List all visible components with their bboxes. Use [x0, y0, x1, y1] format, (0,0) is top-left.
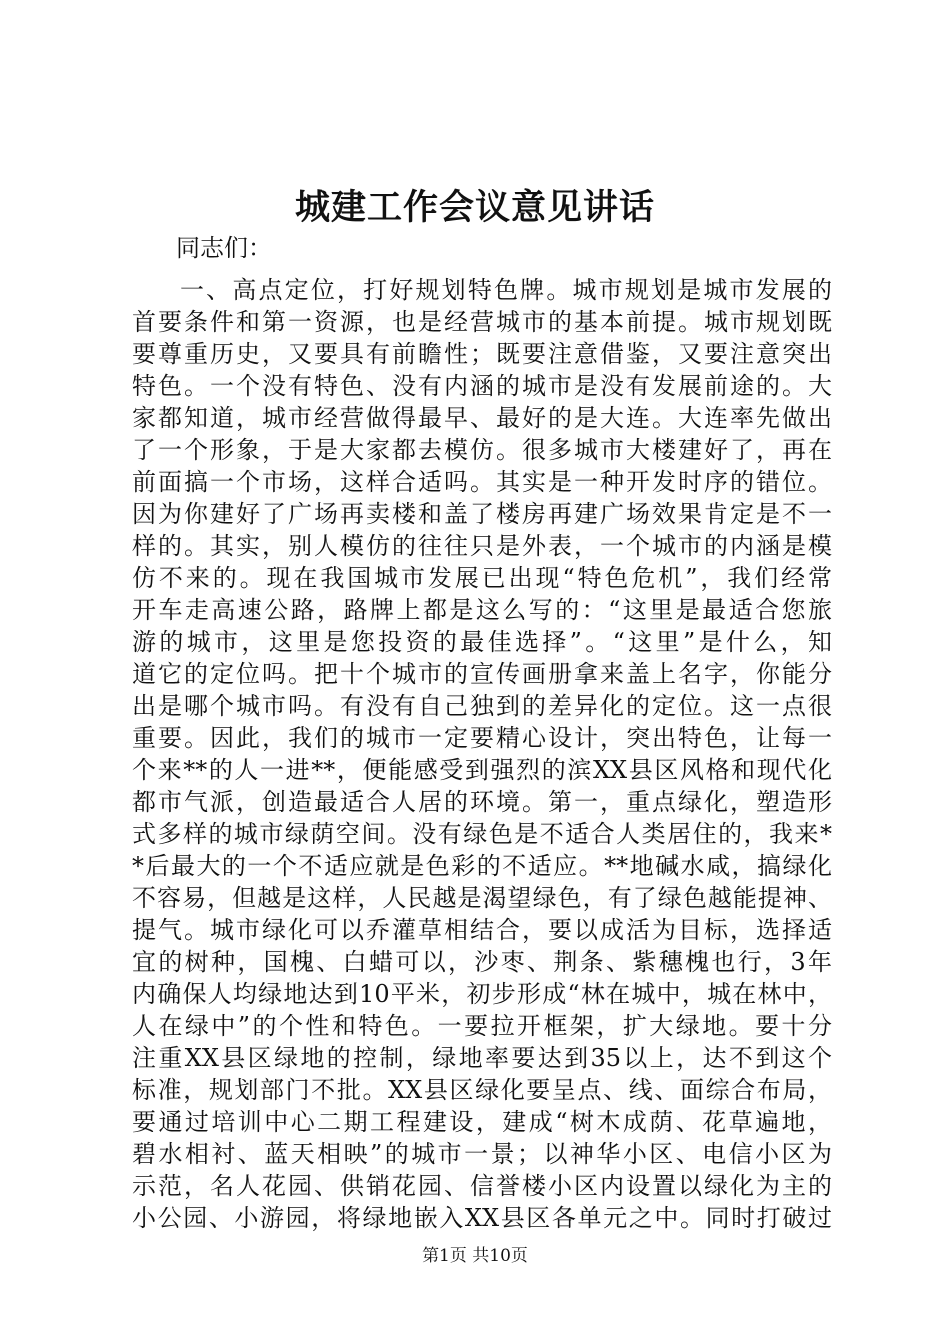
text-line: 示范，名人花园、供销花园、信誉楼小区内设置以绿化为主的	[132, 1172, 832, 1200]
text-line: 首要条件和第一资源，也是经营城市的基本前提。城市规划既	[132, 308, 832, 336]
text-line: 内确保人均绿地达到10平米，初步形成“林在城中，城在林中，	[132, 980, 832, 1008]
text-line: 开车走高速公路，路牌上都是这么写的：“这里是最适合您旅	[132, 596, 832, 624]
text-line: 小公园、小游园，将绿地嵌入XX县区各单元之中。同时打破过	[132, 1204, 832, 1232]
document-title: 城建工作会议意见讲话	[294, 187, 655, 228]
text-line: 注重XX县区绿地的控制，绿地率要达到35以上，达不到这个	[132, 1044, 832, 1072]
text-line: 重要。因此，我们的城市一定要精心设计，突出特色，让每一	[132, 724, 832, 752]
text-line: 式多样的城市绿荫空间。没有绿色是不适合人类居住的，我来*	[132, 820, 832, 848]
page-footer: 第1页 共10页	[422, 1246, 528, 1266]
text-line: 因为你建好了广场再卖楼和盖了楼房再建广场效果肯定是不一	[132, 500, 832, 528]
text-line: 碧水相衬、蓝天相映”的城市一景；以神华小区、电信小区为	[132, 1140, 832, 1168]
text-line: 宜的树种，国槐、白蜡可以，沙枣、荆条、紫穗槐也行，3年	[132, 948, 832, 976]
text-line: 提气。城市绿化可以乔灌草相结合，要以成活为目标，选择适	[132, 916, 832, 944]
text-line: 特色。一个没有特色、没有内涵的城市是没有发展前途的。大	[132, 372, 832, 400]
text-line: 标准，规划部门不批。XX县区绿化要呈点、线、面综合布局，	[132, 1076, 832, 1104]
text-line: 要尊重历史，又要具有前瞻性；既要注意借鉴，又要注意突出	[132, 340, 832, 368]
text-line: 都市气派，创造最适合人居的环境。第一，重点绿化，塑造形	[132, 788, 832, 816]
text-line: 了一个形象，于是大家都去模仿。很多城市大楼建好了，再在	[132, 436, 832, 464]
text-line: 前面搞一个市场，这样合适吗。其实是一种开发时序的错位。	[132, 468, 832, 496]
text-line: 游的城市，这里是您投资的最佳选择”。“这里”是什么，知	[132, 628, 832, 656]
text-line: 人在绿中”的个性和特色。一要拉开框架，扩大绿地。要十分	[132, 1012, 832, 1040]
text-line: 一、高点定位，打好规划特色牌。城市规划是城市发展的	[180, 276, 832, 304]
text-line: *后最大的一个不适应就是色彩的不适应。**地碱水咸，搞绿化	[132, 852, 832, 880]
text-line: 道它的定位吗。把十个城市的宣传画册拿来盖上名字，你能分	[132, 660, 832, 688]
text-line: 仿不来的。现在我国城市发展已出现“特色危机”，我们经常	[132, 564, 832, 592]
body-text	[132, 274, 832, 1234]
text-line: 家都知道，城市经营做得最早、最好的是大连。大连率先做出	[132, 404, 832, 432]
text-line: 要通过培训中心二期工程建设，建成“树木成荫、花草遍地，	[132, 1108, 832, 1136]
text-line: 出是哪个城市吗。有没有自己独到的差异化的定位。这一点很	[132, 692, 832, 720]
text-line: 不容易，但越是这样，人民越是渴望绿色，有了绿色越能提神、	[132, 884, 832, 912]
text-line: 样的。其实，别人模仿的往往只是外表，一个城市的内涵是模	[132, 532, 832, 560]
text-line: 个来**的人一进**，便能感受到强烈的滨XX县区风格和现代化	[132, 756, 832, 784]
salutation: 同志们：	[176, 234, 272, 262]
